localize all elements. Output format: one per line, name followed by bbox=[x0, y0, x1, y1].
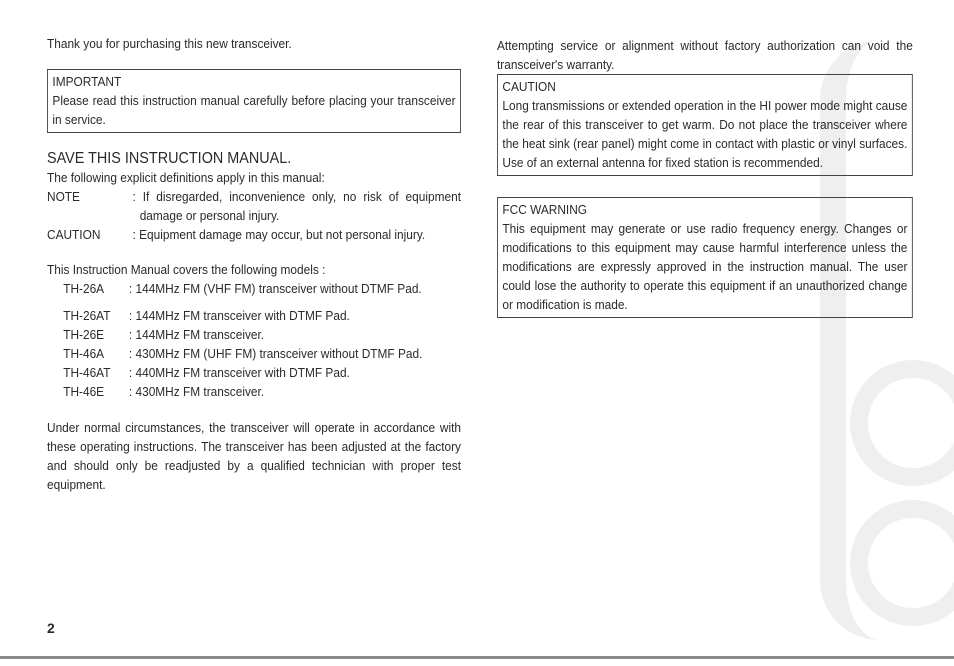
model-row bbox=[47, 344, 461, 363]
important-box bbox=[47, 69, 461, 133]
page-number: 2 bbox=[47, 620, 55, 636]
definition-desc: : Equipment damage may occur, but not personal injury. bbox=[132, 227, 426, 242]
bleed-through-circle bbox=[850, 500, 954, 626]
model-name: TH-26A bbox=[63, 281, 105, 296]
model-desc: : 144MHz FM (VHF FM) transceiver without DTMF Pad. bbox=[128, 281, 422, 296]
normal-operation-text: Under normal circumstances, the transceiver will operate in accordance with these operating instructions. The transceiver has been adjusted at the factory and should only be readjusted by a qualified technician with proper test equipment. bbox=[47, 420, 461, 492]
model-name: TH-46AT bbox=[63, 365, 111, 380]
bottom-rule bbox=[0, 656, 954, 659]
model-name: TH-46E bbox=[63, 384, 105, 399]
important-title: IMPORTANT bbox=[52, 74, 122, 89]
model-row bbox=[47, 363, 461, 382]
definitions-intro: The following explicit definitions apply in this manual: bbox=[47, 170, 325, 185]
model-desc: : 430MHz FM (UHF FM) transceiver without DTMF Pad. bbox=[128, 346, 423, 361]
caution-title: CAUTION bbox=[502, 79, 556, 94]
definition-term: NOTE bbox=[47, 189, 80, 204]
intro-text: Thank you for purchasing this new transceiver. bbox=[47, 36, 292, 51]
model-row bbox=[47, 382, 461, 401]
caution-box bbox=[497, 74, 913, 176]
model-row bbox=[47, 279, 461, 298]
model-row bbox=[47, 325, 461, 344]
model-name: TH-46A bbox=[63, 346, 105, 361]
fcc-warning-box bbox=[497, 197, 913, 318]
caution-text: Long transmissions or extended operation in the HI power mode might cause the rear of this transceiver to get warm. Do not place the transceiver where the heat sink (rear panel) might come in contact with plastic or vinyl surfaces. Use of an external antenna for fixed station is recommended. bbox=[502, 98, 908, 170]
fcc-warning-title: FCC WARNING bbox=[502, 202, 588, 217]
model-name: TH-26AT bbox=[63, 308, 111, 323]
left-column bbox=[47, 34, 461, 494]
fcc-warning-text: This equipment may generate or use radio frequency energy. Changes or modifications to this equipment may cause harmful interference unless the modifications are expressly approved in the instruction manual. The user could lose the authority to operate this equipment if an unauthorized change or modification is made. bbox=[502, 221, 908, 312]
models-intro: This Instruction Manual covers the following models : bbox=[47, 262, 326, 277]
model-desc: : 144MHz FM transceiver with DTMF Pad. bbox=[128, 308, 350, 323]
model-desc: : 440MHz FM transceiver with DTMF Pad. bbox=[128, 365, 350, 380]
definition-row bbox=[47, 225, 461, 244]
model-desc: : 430MHz FM transceiver. bbox=[128, 384, 265, 399]
right-column bbox=[497, 36, 913, 318]
definition-term: CAUTION bbox=[47, 227, 101, 242]
definition-desc: : If disregarded, inconvenience only, no risk of equipment damage or personal injury. bbox=[132, 189, 461, 223]
important-text: Please read this instruction manual carefully before placing your transceiver in service. bbox=[52, 93, 456, 127]
bleed-through-circle bbox=[850, 360, 954, 486]
model-desc: : 144MHz FM transceiver. bbox=[128, 327, 265, 342]
model-row bbox=[47, 306, 461, 325]
definition-row bbox=[47, 187, 461, 225]
model-name: TH-26E bbox=[63, 327, 105, 342]
warranty-text: Attempting service or alignment without factory authorization can void the transceiver's warranty. bbox=[497, 38, 913, 72]
save-manual-heading: SAVE THIS INSTRUCTION MANUAL. bbox=[47, 150, 292, 167]
